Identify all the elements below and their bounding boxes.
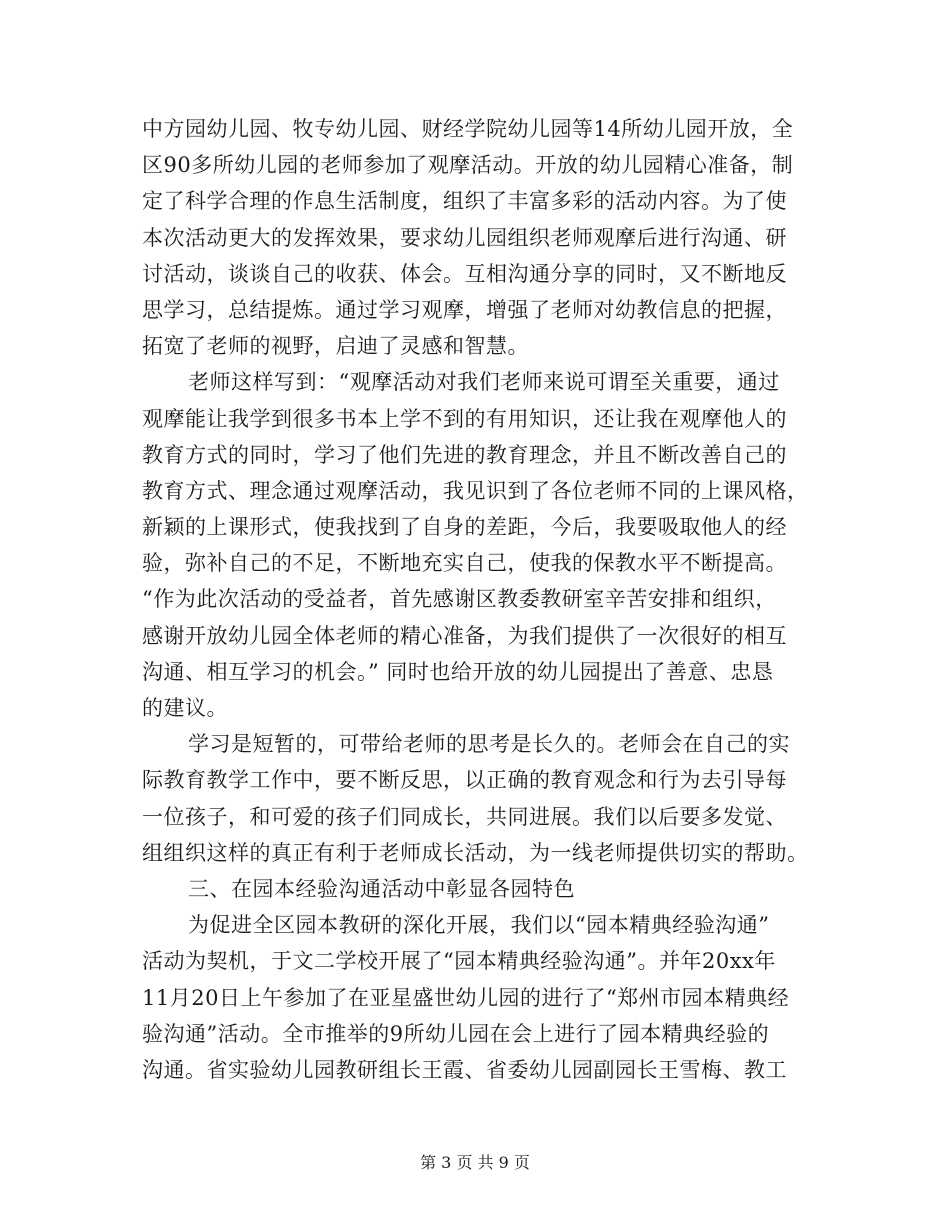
page-number-footer: 第 3 页 共 9 页 — [420, 1153, 530, 1172]
text-line: 中方园幼儿园、牧专幼儿园、财经学院幼儿园等14所幼儿园开放，全 — [142, 117, 794, 141]
text-line: 拓宽了老师的视野，启迪了灵感和智慧。 — [142, 334, 529, 359]
text-line: 本次活动更大的发挥效果，要求幼儿园组织老师观摩后进行沟通、研 — [142, 225, 787, 250]
text-line: 教育方式的同时，学习了他们先进的教育理念，并且不断改善自己的 — [142, 442, 787, 467]
text-line: 新颖的上课形式，使我找到了自身的差距，今后，我要吸取他人的经 — [142, 515, 787, 540]
text-line: 一位孩子，和可爱的孩子们同成长，共同进展。我们以后要多发觉、 — [142, 804, 787, 829]
text-line: 验，弥补自己的不足，不断地充实自己，使我的保教水平不断提高。 — [142, 551, 787, 576]
text-line: 的建议。 — [142, 696, 228, 720]
text-line: 沟通。省实验幼儿园教研组长王霞、省委幼儿园副园长王雪梅、教工 — [142, 1057, 787, 1082]
body-text — [142, 111, 810, 1088]
text-line: 沟通、相互学习的机会。” 同时也给开放的幼儿园提出了善意、忠恳 — [142, 659, 774, 684]
text-line: 定了科学合理的作息生活制度，组织了丰富多彩的活动内容。为了使 — [142, 189, 787, 214]
text-line: 验沟通”活动。全市推举的9所幼儿园在会上进行了园本精典经验的 — [142, 1021, 770, 1046]
text-line: 活动为契机，于文二学校开展了“园本精典经验沟通”。并年20xx年 — [142, 949, 776, 974]
text-line: 际教育教学工作中，要不断反思，以正确的教育观念和行为去引导每 — [142, 768, 787, 793]
paragraph-first-line: 学习是短暂的，可带给老师的思考是长久的。老师会在自己的实 — [188, 732, 790, 757]
paragraph-first-line: 为促进全区园本教研的深化开展，我们以“园本精典经验沟通” — [188, 913, 770, 938]
text-line: 区90多所幼儿园的老师参加了观摩活动。开放的幼儿园精心准备，制 — [142, 153, 794, 178]
text-line: 思学习，总结提炼。通过学习观摩，增强了老师对幼教信息的把握， — [142, 297, 787, 322]
section-heading: 三、在园本经验沟通活动中彰显各园特色 — [188, 876, 575, 901]
text-line: 教育方式、理念通过观摩活动，我见识到了各位老师不同的上课风格， — [142, 478, 809, 503]
text-line: 感谢开放幼儿园全体老师的精心准备，为我们提供了一次很好的相互 — [142, 623, 787, 648]
text-line: 观摩能让我学到很多书本上学不到的有用知识，还让我在观摩他人的 — [142, 406, 787, 431]
text-line: 讨活动，谈谈自己的收获、体会。互相沟通分享的同时，又不断地反 — [142, 261, 787, 286]
text-line: “作为此次活动的受益者，首先感谢区教委教研室辛苦安排和组织， — [142, 587, 777, 612]
paragraph-first-line: 老师这样写到：“观摩活动对我们老师来说可谓至关重要，通过 — [188, 370, 780, 395]
text-line: 组组织这样的真正有利于老师成长活动，为一线老师提供切实的帮助。 — [142, 840, 809, 865]
text-line: 11月20日上午参加了在亚星盛世幼儿园的进行了“郑州市园本精典经 — [142, 985, 790, 1010]
